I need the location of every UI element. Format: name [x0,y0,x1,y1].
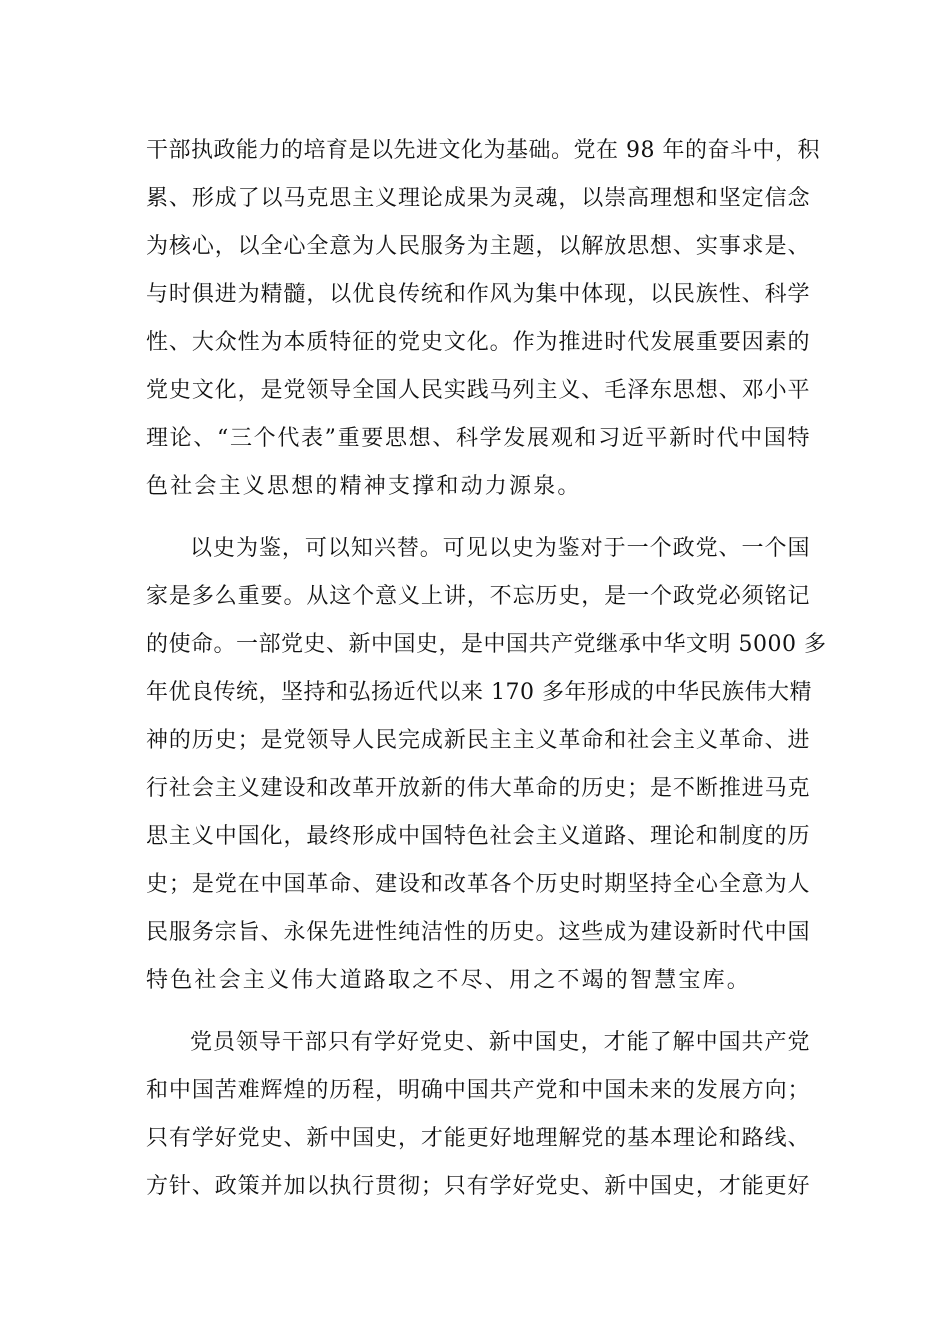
text-line: 行社会主义建设和改革开放新的伟大革命的历史；是不断推进马克 [146,776,810,801]
text-line: 性、大众性为本质特征的党史文化。作为推进时代发展重要因素的 [146,330,810,355]
text-line: 为核心，以全心全意为人民服务为主题，以解放思想、实事求是、 [146,234,810,259]
text-line: 干部执政能力的培育是以先进文化为基础。党在 98 年的奋斗中，积 [146,138,820,163]
text-line: 方针、政策并加以执行贯彻；只有学好党史、新中国史，才能更好 [146,1174,810,1199]
text-line: 理论、“三个代表”重要思想、科学发展观和习近平新时代中国特 [146,426,810,451]
paragraph-first-line: 党员领导干部只有学好党史、新中国史，才能了解中国共产党 [190,1030,810,1055]
text-line: 和中国苦难辉煌的历程，明确中国共产党和中国未来的发展方向； [146,1078,810,1103]
text-line: 的使命。一部党史、新中国史，是中国共产党继承中华文明 5000 多 [146,632,827,657]
text-line: 与时俱进为精髓，以优良传统和作风为集中体现，以民族性、科学 [146,282,810,307]
text-line: 思主义中国化，最终形成中国特色社会主义道路、理论和制度的历 [146,824,810,849]
paragraph-first-line: 以史为鉴，可以知兴替。可见以史为鉴对于一个政党、一个国 [190,536,810,561]
text-line: 年优良传统，坚持和弘扬近代以来 170 多年形成的中华民族伟大精 [146,680,812,705]
text-line: 色社会主义思想的精神支撑和动力源泉。 [146,474,582,499]
text-line: 只有学好党史、新中国史，才能更好地理解党的基本理论和路线、 [146,1126,810,1151]
text-line: 党史文化，是党领导全国人民实践马列主义、毛泽东思想、邓小平 [146,378,810,403]
text-line: 家是多么重要。从这个意义上讲，不忘历史，是一个政党必须铭记 [146,584,810,609]
text-line: 特色社会主义伟大道路取之不尽、用之不竭的智慧宝库。 [146,968,752,993]
text-line: 民服务宗旨、永保先进性纯洁性的历史。这些成为建设新时代中国 [146,920,810,945]
text-line: 史；是党在中国革命、建设和改革各个历史时期坚持全心全意为人 [146,872,810,897]
text-line: 累、形成了以马克思主义理论成果为灵魂，以崇高理想和坚定信念 [146,186,810,211]
text-line: 神的历史；是党领导人民完成新民主主义革命和社会主义革命、进 [146,728,810,753]
